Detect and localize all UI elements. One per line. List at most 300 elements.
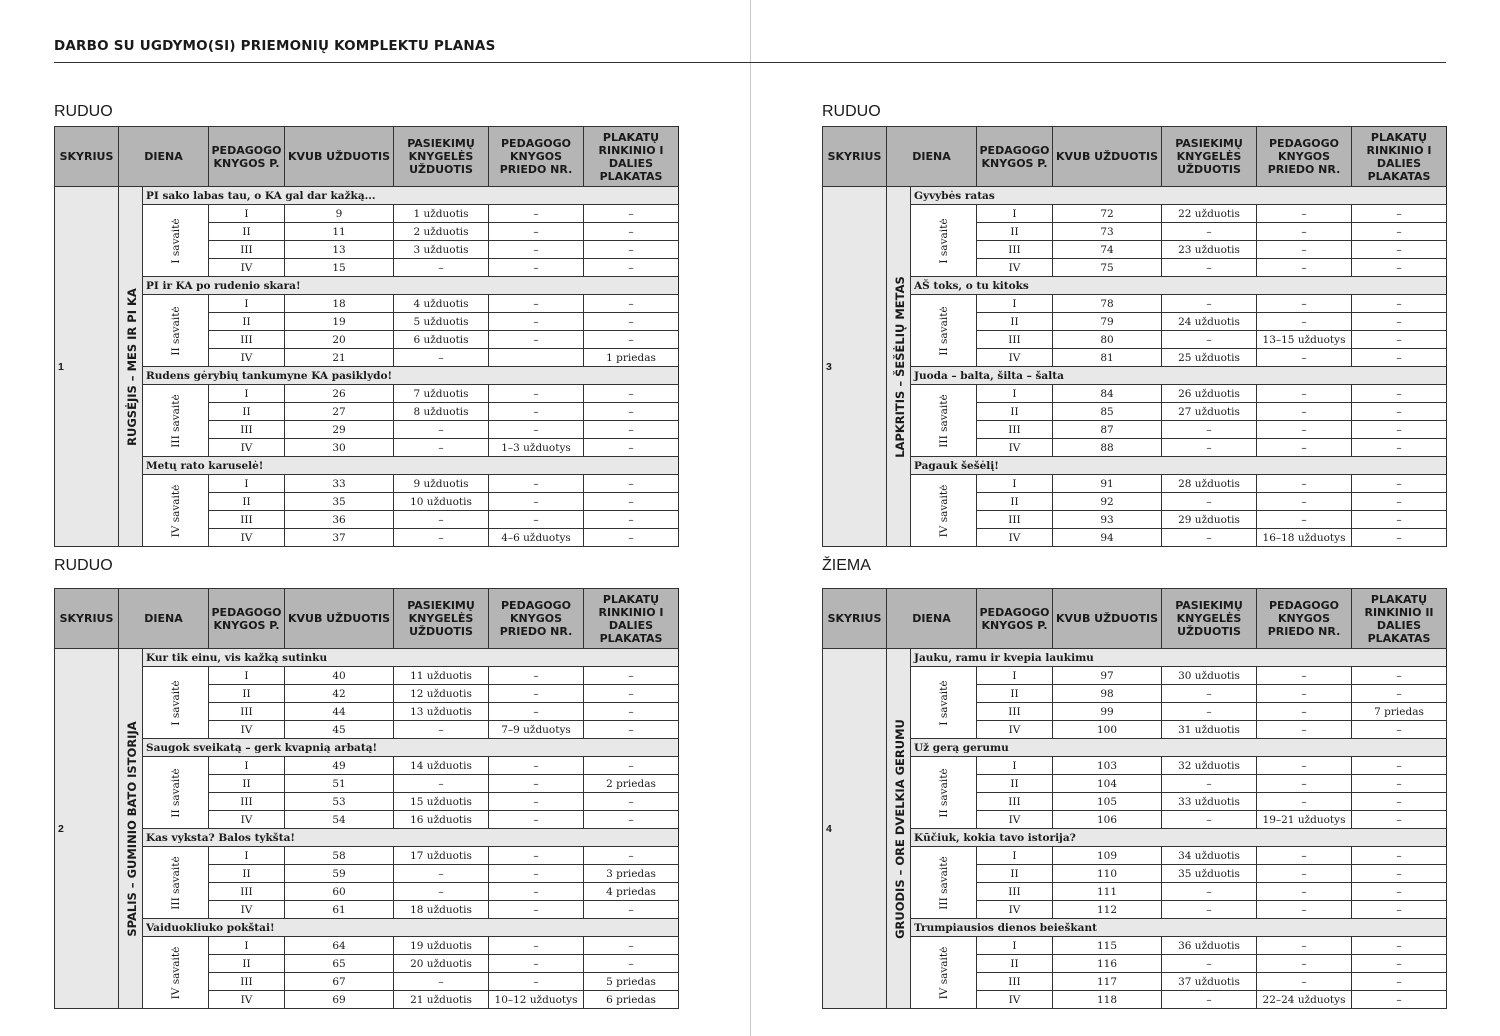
table-row — [55, 475, 679, 493]
topic-row — [55, 829, 679, 847]
appendix-cell: – — [1352, 793, 1447, 811]
day-cell: IV — [209, 991, 285, 1009]
kvub-cell: 34 užduotis — [1162, 847, 1257, 865]
day-cell: II — [977, 313, 1053, 331]
page-cell: 87 — [1053, 421, 1162, 439]
achievement-cell: – — [489, 259, 584, 277]
kvub-cell: – — [1162, 991, 1257, 1009]
kvub-cell: 33 užduotis — [1162, 793, 1257, 811]
achievement-cell: – — [1257, 703, 1352, 721]
topic-row — [823, 649, 1447, 667]
page-cell: 80 — [1053, 331, 1162, 349]
week-label: II savaitė — [937, 305, 950, 356]
kvub-cell: 18 užduotis — [394, 901, 489, 919]
page-cell: 42 — [285, 685, 394, 703]
achievement-cell: 10–12 užduotys — [489, 991, 584, 1009]
topic-title: Kas vyksta? Balos tykšta! — [143, 829, 679, 847]
day-cell: III — [977, 241, 1053, 259]
appendix-cell: – — [1352, 667, 1447, 685]
achievement-cell: – — [489, 205, 584, 223]
month-label: SPALIS – — [125, 881, 139, 937]
page-cell: 103 — [1053, 757, 1162, 775]
page-cell: 105 — [1053, 793, 1162, 811]
kvub-cell: 11 užduotis — [394, 667, 489, 685]
kvub-cell: – — [1162, 331, 1257, 349]
day-cell: IV — [977, 901, 1053, 919]
achievement-cell: – — [489, 493, 584, 511]
day-cell: I — [977, 847, 1053, 865]
header-diena: DIENA — [119, 589, 209, 649]
day-cell: II — [209, 955, 285, 973]
topic-title: Kur tik einu, vis kažką sutinku — [143, 649, 679, 667]
week-label: IV savaitė — [937, 484, 950, 537]
season-label: RUDUO — [54, 557, 113, 574]
day-cell: III — [977, 421, 1053, 439]
page-cell: 79 — [1053, 313, 1162, 331]
page-cell: 37 — [285, 529, 394, 547]
day-cell: I — [977, 937, 1053, 955]
achievement-cell: – — [1257, 259, 1352, 277]
kvub-cell: 30 užduotis — [1162, 667, 1257, 685]
table-row — [55, 667, 679, 685]
achievement-cell: – — [1257, 475, 1352, 493]
week-label: I savaitė — [937, 679, 950, 726]
day-cell: I — [209, 847, 285, 865]
month-theme-label — [893, 276, 907, 458]
kvub-cell: – — [1162, 223, 1257, 241]
week-label-cell — [143, 937, 209, 1009]
kvub-cell: – — [1162, 955, 1257, 973]
day-cell: I — [209, 667, 285, 685]
topic-row — [823, 367, 1447, 385]
kvub-cell: 25 užduotis — [1162, 349, 1257, 367]
achievement-cell: – — [1257, 205, 1352, 223]
achievement-cell: 4–6 užduotys — [489, 529, 584, 547]
unit-number: 1 — [55, 187, 119, 547]
appendix-cell: – — [1352, 685, 1447, 703]
week-label: III savaitė — [937, 393, 950, 448]
day-cell: III — [209, 331, 285, 349]
achievement-cell: – — [489, 757, 584, 775]
kvub-cell: 22 užduotis — [1162, 205, 1257, 223]
topic-title: PI ir KA po rudenio skara! — [143, 277, 679, 295]
page-cell: 78 — [1053, 295, 1162, 313]
achievement-cell: – — [1257, 883, 1352, 901]
unit-number: 2 — [55, 649, 119, 1009]
table-row — [823, 847, 1447, 865]
appendix-cell: – — [1352, 937, 1447, 955]
header-row — [55, 127, 679, 187]
kvub-cell: – — [394, 775, 489, 793]
title-rule — [54, 62, 1446, 63]
header-plakatu: PLAKATŲ RINKINIO II DALIES PLAKATAS — [1352, 589, 1447, 649]
achievement-cell: – — [489, 883, 584, 901]
table-row — [55, 385, 679, 403]
day-cell: II — [209, 775, 285, 793]
kvub-cell: 31 užduotis — [1162, 721, 1257, 739]
page-cell: 73 — [1053, 223, 1162, 241]
day-cell: III — [977, 883, 1053, 901]
day-cell: I — [209, 385, 285, 403]
appendix-cell: – — [584, 205, 679, 223]
day-cell: III — [209, 703, 285, 721]
appendix-cell: 3 priedas — [584, 865, 679, 883]
day-cell: IV — [209, 349, 285, 367]
kvub-cell: 24 užduotis — [1162, 313, 1257, 331]
page-cell: 67 — [285, 973, 394, 991]
kvub-cell: – — [394, 865, 489, 883]
week-label-cell — [143, 295, 209, 367]
page-cell: 30 — [285, 439, 394, 457]
achievement-cell: – — [489, 703, 584, 721]
season-label: RUDUO — [822, 103, 881, 120]
page-cell: 111 — [1053, 883, 1162, 901]
topic-title: Trumpiausios dienos beieškant — [911, 919, 1447, 937]
kvub-cell: 3 užduotis — [394, 241, 489, 259]
appendix-cell: – — [1352, 205, 1447, 223]
achievement-cell: 19–21 užduotys — [1257, 811, 1352, 829]
kvub-cell: – — [394, 439, 489, 457]
appendix-cell: – — [1352, 529, 1447, 547]
week-label: III savaitė — [169, 393, 182, 448]
topic-title: AŠ toks, o tu kitoks — [911, 277, 1447, 295]
page-cell: 115 — [1053, 937, 1162, 955]
page-cell: 84 — [1053, 385, 1162, 403]
achievement-cell: – — [1257, 847, 1352, 865]
day-cell: III — [977, 331, 1053, 349]
kvub-cell: 16 užduotis — [394, 811, 489, 829]
appendix-cell: – — [1352, 865, 1447, 883]
month-theme-cell — [119, 649, 143, 1009]
topic-title: Rudens gėrybių tankumyne KA pasiklydo! — [143, 367, 679, 385]
day-cell: II — [977, 685, 1053, 703]
topic-title: Jauku, ramu ir kvepia laukimu — [911, 649, 1447, 667]
season-label: ŽIEMA — [822, 557, 871, 574]
week-label-cell — [143, 667, 209, 739]
appendix-cell: – — [584, 421, 679, 439]
page-cell: 69 — [285, 991, 394, 1009]
achievement-cell: – — [1257, 793, 1352, 811]
day-cell: III — [209, 241, 285, 259]
day-cell: III — [977, 511, 1053, 529]
topic-title: Gyvybės ratas — [911, 187, 1447, 205]
page-cell: 19 — [285, 313, 394, 331]
header-pedagogo: PEDAGOGO KNYGOS P. — [209, 589, 285, 649]
appendix-cell: – — [1352, 403, 1447, 421]
week-label: I savaitė — [169, 217, 182, 264]
appendix-cell: – — [1352, 385, 1447, 403]
page-cell: 109 — [1053, 847, 1162, 865]
appendix-cell: – — [1352, 331, 1447, 349]
week-label: III savaitė — [169, 855, 182, 910]
header-pedagogo: PEDAGOGO KNYGOS P. — [977, 589, 1053, 649]
page-cell: 98 — [1053, 685, 1162, 703]
day-cell: II — [209, 403, 285, 421]
page-cell: 21 — [285, 349, 394, 367]
page-cell: 99 — [1053, 703, 1162, 721]
page-cell: 20 — [285, 331, 394, 349]
appendix-cell: – — [1352, 811, 1447, 829]
month-label: GRUODIS – — [893, 869, 907, 939]
kvub-cell: – — [394, 973, 489, 991]
achievement-cell: – — [1257, 439, 1352, 457]
page-cell: 27 — [285, 403, 394, 421]
appendix-cell: – — [1352, 511, 1447, 529]
day-cell: III — [209, 793, 285, 811]
kvub-cell: – — [394, 721, 489, 739]
week-label-cell — [143, 205, 209, 277]
header-kvub: KVUB UŽDUOTIS — [1053, 589, 1162, 649]
kvub-cell: 5 užduotis — [394, 313, 489, 331]
day-cell: III — [977, 793, 1053, 811]
achievement-cell: – — [1257, 775, 1352, 793]
appendix-cell: – — [584, 667, 679, 685]
achievement-cell: 7–9 užduotys — [489, 721, 584, 739]
appendix-cell: – — [584, 811, 679, 829]
week-label-cell — [143, 385, 209, 457]
day-cell: II — [977, 223, 1053, 241]
kvub-cell: 23 užduotis — [1162, 241, 1257, 259]
appendix-cell: – — [584, 313, 679, 331]
page-cell: 45 — [285, 721, 394, 739]
table-row — [823, 475, 1447, 493]
topic-title: Pagauk šešėlį! — [911, 457, 1447, 475]
kvub-cell: 26 užduotis — [1162, 385, 1257, 403]
kvub-cell: – — [1162, 439, 1257, 457]
appendix-cell: – — [1352, 259, 1447, 277]
kvub-cell: – — [1162, 883, 1257, 901]
achievement-cell: – — [489, 973, 584, 991]
header-plakatu: PLAKATŲ RINKINIO I DALIES PLAKATAS — [584, 589, 679, 649]
appendix-cell: 1 priedas — [584, 349, 679, 367]
appendix-cell: – — [584, 793, 679, 811]
topic-row — [823, 829, 1447, 847]
page-cell: 9 — [285, 205, 394, 223]
topic-row — [55, 277, 679, 295]
week-label-cell — [911, 757, 977, 829]
unit-number: 3 — [823, 187, 887, 547]
day-cell: III — [209, 973, 285, 991]
kvub-cell: – — [394, 421, 489, 439]
achievement-cell: – — [489, 685, 584, 703]
appendix-cell: 7 priedas — [1352, 703, 1447, 721]
table-row — [823, 757, 1447, 775]
kvub-cell: 27 užduotis — [1162, 403, 1257, 421]
appendix-cell: – — [584, 703, 679, 721]
topic-title: Kūčiuk, kokia tavo istorija? — [911, 829, 1447, 847]
appendix-cell: – — [584, 439, 679, 457]
day-cell: II — [977, 775, 1053, 793]
page-cell: 61 — [285, 901, 394, 919]
kvub-cell: 6 užduotis — [394, 331, 489, 349]
appendix-cell: – — [1352, 847, 1447, 865]
page-cell: 72 — [1053, 205, 1162, 223]
appendix-cell: – — [1352, 349, 1447, 367]
header-row — [823, 589, 1447, 649]
page-cell: 91 — [1053, 475, 1162, 493]
achievement-cell: – — [1257, 295, 1352, 313]
achievement-cell: – — [1257, 667, 1352, 685]
day-cell: I — [977, 475, 1053, 493]
appendix-cell: – — [584, 493, 679, 511]
week-label: II savaitė — [937, 767, 950, 818]
header-row — [823, 127, 1447, 187]
achievement-cell: – — [1257, 721, 1352, 739]
appendix-cell: – — [1352, 493, 1447, 511]
achievement-cell: – — [489, 295, 584, 313]
page-cell: 100 — [1053, 721, 1162, 739]
achievement-cell: – — [489, 313, 584, 331]
appendix-cell: – — [584, 331, 679, 349]
plan-table — [822, 126, 1447, 547]
kvub-cell: 20 užduotis — [394, 955, 489, 973]
kvub-cell: 21 užduotis — [394, 991, 489, 1009]
header-skyrius: SKYRIUS — [823, 589, 887, 649]
achievement-cell: – — [489, 667, 584, 685]
achievement-cell: – — [1257, 403, 1352, 421]
page-cell: 35 — [285, 493, 394, 511]
appendix-cell: – — [584, 757, 679, 775]
month-theme-label — [125, 288, 139, 446]
table-row — [823, 937, 1447, 955]
page-cell: 58 — [285, 847, 394, 865]
appendix-cell: – — [584, 223, 679, 241]
kvub-cell: – — [394, 511, 489, 529]
day-cell: I — [209, 295, 285, 313]
achievement-cell: – — [1257, 757, 1352, 775]
achievement-cell: – — [1257, 955, 1352, 973]
kvub-cell: – — [394, 259, 489, 277]
appendix-cell: – — [584, 721, 679, 739]
week-label-cell — [911, 385, 977, 457]
topic-title: Už gerą gerumu — [911, 739, 1447, 757]
day-cell: IV — [209, 439, 285, 457]
page-cell: 18 — [285, 295, 394, 313]
kvub-cell: 14 užduotis — [394, 757, 489, 775]
page-cell: 94 — [1053, 529, 1162, 547]
theme-label: ORE DVELKIA GERUMU — [893, 718, 907, 866]
achievement-cell: – — [1257, 865, 1352, 883]
day-cell: II — [209, 865, 285, 883]
page-cell: 60 — [285, 883, 394, 901]
appendix-cell: – — [1352, 421, 1447, 439]
achievement-cell: – — [489, 475, 584, 493]
table-row — [55, 205, 679, 223]
day-cell: IV — [977, 439, 1053, 457]
appendix-cell: – — [584, 685, 679, 703]
day-cell: IV — [977, 991, 1053, 1009]
page-cell: 92 — [1053, 493, 1162, 511]
appendix-cell: – — [1352, 313, 1447, 331]
appendix-cell: – — [584, 259, 679, 277]
day-cell: IV — [209, 811, 285, 829]
kvub-cell: 12 užduotis — [394, 685, 489, 703]
page-cell: 75 — [1053, 259, 1162, 277]
header-pasiekimu: PASIEKIMŲ KNYGELĖS UŽDUOTIS — [394, 589, 489, 649]
kvub-cell: 37 užduotis — [1162, 973, 1257, 991]
kvub-cell: 9 užduotis — [394, 475, 489, 493]
achievement-cell: 22–24 užduotys — [1257, 991, 1352, 1009]
header-pasiekimu: PASIEKIMŲ KNYGELĖS UŽDUOTIS — [1162, 589, 1257, 649]
appendix-cell: – — [1352, 955, 1447, 973]
header-diena: DIENA — [887, 589, 977, 649]
kvub-cell: – — [1162, 493, 1257, 511]
appendix-cell: – — [584, 241, 679, 259]
page-cell: 97 — [1053, 667, 1162, 685]
week-label: I savaitė — [169, 679, 182, 726]
achievement-cell: – — [489, 793, 584, 811]
appendix-cell: – — [1352, 295, 1447, 313]
table-row — [55, 757, 679, 775]
page-cell: 110 — [1053, 865, 1162, 883]
day-cell: IV — [977, 529, 1053, 547]
header-pasiekimu: PASIEKIMŲ KNYGELĖS UŽDUOTIS — [1162, 127, 1257, 187]
page-cell: 93 — [1053, 511, 1162, 529]
day-cell: IV — [977, 811, 1053, 829]
page-cell: 59 — [285, 865, 394, 883]
topic-row — [55, 649, 679, 667]
achievement-cell: – — [489, 901, 584, 919]
appendix-cell: – — [584, 901, 679, 919]
day-cell: IV — [977, 259, 1053, 277]
achievement-cell: – — [489, 403, 584, 421]
header-pedagogo: PEDAGOGO KNYGOS P. — [977, 127, 1053, 187]
kvub-cell: 13 užduotis — [394, 703, 489, 721]
day-cell: III — [209, 511, 285, 529]
month-theme-label — [893, 719, 907, 939]
page-cell: 112 — [1053, 901, 1162, 919]
page-divider — [750, 0, 751, 1036]
kvub-cell: – — [394, 529, 489, 547]
week-label: II savaitė — [169, 305, 182, 356]
topic-row — [823, 457, 1447, 475]
page-cell: 44 — [285, 703, 394, 721]
kvub-cell: 35 užduotis — [1162, 865, 1257, 883]
achievement-cell: – — [489, 775, 584, 793]
achievement-cell: – — [1257, 223, 1352, 241]
achievement-cell: – — [1257, 973, 1352, 991]
achievement-cell: 13–15 užduotys — [1257, 331, 1352, 349]
appendix-cell: – — [1352, 223, 1447, 241]
table-row — [823, 205, 1447, 223]
month-theme-label — [125, 721, 139, 936]
day-cell: II — [209, 223, 285, 241]
day-cell: I — [977, 205, 1053, 223]
week-label-cell — [911, 847, 977, 919]
topic-title: PI sako labas tau, o KA gal dar kažką... — [143, 187, 679, 205]
appendix-cell: – — [1352, 991, 1447, 1009]
achievement-cell: – — [1257, 349, 1352, 367]
day-cell: III — [209, 883, 285, 901]
page-cell: 36 — [285, 511, 394, 529]
day-cell: III — [977, 973, 1053, 991]
week-label-cell — [143, 847, 209, 919]
header-skyrius: SKYRIUS — [55, 127, 119, 187]
plan-table — [54, 588, 679, 1009]
season-label: RUDUO — [54, 103, 113, 120]
month-label: LAPKRITIS – — [893, 380, 907, 458]
appendix-cell: 2 priedas — [584, 775, 679, 793]
kvub-cell: 36 užduotis — [1162, 937, 1257, 955]
kvub-cell: – — [1162, 295, 1257, 313]
kvub-cell: 4 užduotis — [394, 295, 489, 313]
day-cell: II — [977, 955, 1053, 973]
topic-row — [823, 739, 1447, 757]
page-cell: 29 — [285, 421, 394, 439]
achievement-cell: – — [489, 511, 584, 529]
week-label-cell — [911, 667, 977, 739]
theme-label: GUMINIO BATO ISTORIJA — [125, 720, 139, 878]
